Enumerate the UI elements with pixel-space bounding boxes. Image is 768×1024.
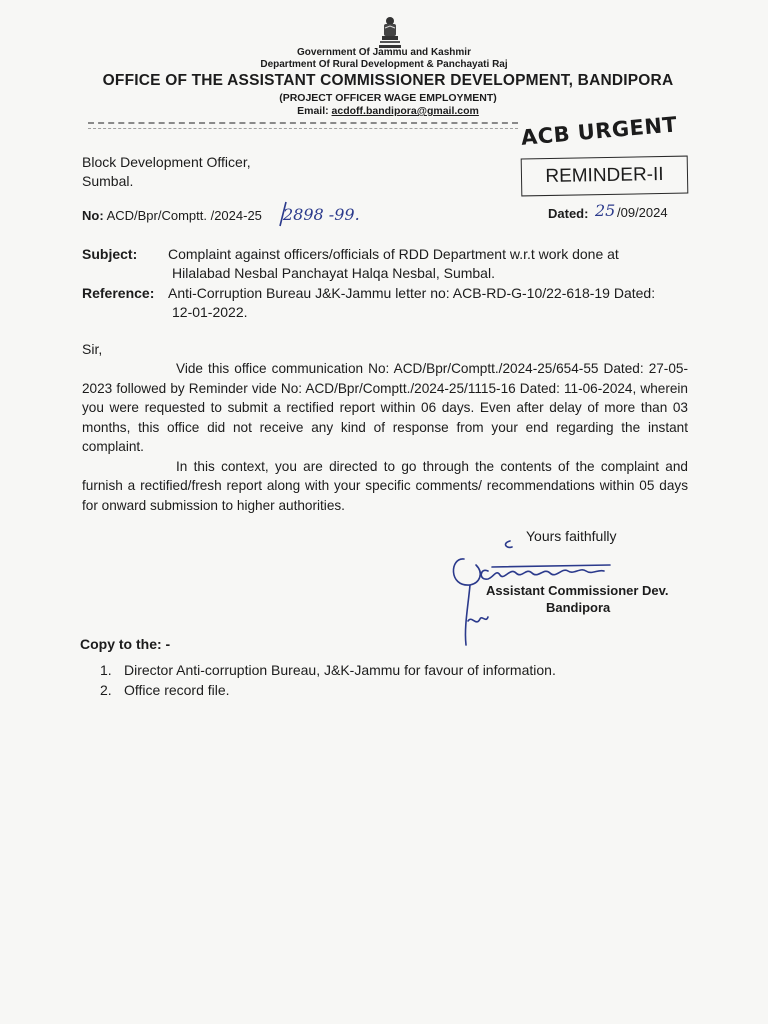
date-label: Dated:: [548, 206, 589, 221]
list-item-number: 1.: [100, 662, 112, 678]
header-divider-secondary: [88, 128, 518, 129]
list-item-text: Office record file.: [124, 682, 230, 698]
subject-line-1: Complaint against officers/officials of RDD Department w.r.t work done at: [168, 246, 619, 262]
closing-yours-faithfully: Yours faithfully: [526, 528, 617, 544]
reference-line-2: 12-01-2022.: [172, 304, 248, 320]
date-printed: /09/2024: [617, 205, 668, 220]
list-item: [100, 680, 556, 700]
closing-designation: Assistant Commissioner Dev.: [486, 583, 669, 598]
addressee-line-1: Block Development Officer,: [82, 154, 251, 170]
date-handwritten-day: 25: [595, 201, 616, 220]
email-label: Email:: [297, 105, 332, 117]
list-item-text: Director Anti-corruption Bureau, J&K-Jammu for favour of information.: [124, 662, 556, 678]
header-project: (PROJECT OFFICER WAGE EMPLOYMENT): [279, 92, 497, 104]
list-item: [100, 660, 556, 680]
closing-location: Bandipora: [546, 600, 611, 615]
body-paragraph-1: Vide this office communication No: ACD/Bpr/Comptt./2024-25/654-55 Dated: 27-05-2023 followed by Reminder vide No: ACD/Bpr/Comptt./2024-25/1115-16 Dated: 11-06-2024, wherein you were requested to submit a rectified report within 06 days. Even after delay of more than 03 months, this office did not receive any kind of response from your end regarding the instant complaint.: [82, 361, 688, 454]
reference-number-handwritten: 2898 -99.: [283, 205, 360, 224]
body-paragraph-2: In this context, you are directed to go through the contents of the complaint and furnish a rectified/fresh report along with your specific comments/ recommendations within 05 days for onward submission to higher authorities.: [82, 458, 688, 513]
header-department: Department Of Rural Development & Panchayati Raj: [260, 59, 508, 70]
header-divider: [88, 122, 518, 124]
subject-line-2: Hilalabad Nesbal Panchayat Halqa Nesbal, Sumbal.: [172, 265, 495, 281]
reference-label: Reference:: [82, 285, 155, 301]
reference-line-1: Anti-Corruption Bureau J&K-Jammu letter no: ACB-RD-G-10/22-618-19 Dated:: [168, 285, 656, 301]
email-link[interactable]: acdoff.bandipora@gmail.com: [331, 105, 479, 117]
reference-number-printed: ACD/Bpr/Comptt. /2024-25: [103, 208, 262, 223]
salutation: Sir,: [82, 341, 103, 357]
state-emblem-icon: [376, 14, 404, 50]
copy-to-label: Copy to the: -: [80, 636, 171, 652]
addressee-line-2: Sumbal.: [82, 173, 134, 189]
subject-label: Subject:: [82, 246, 138, 262]
header-government: Government Of Jammu and Kashmir: [297, 47, 471, 58]
list-item-number: 2.: [100, 682, 112, 698]
reminder-stamp: REMINDER-II: [521, 156, 689, 197]
copy-to-list: [100, 660, 556, 700]
reference-number-label: No:: [82, 208, 104, 223]
letter-body: [82, 359, 688, 515]
reference-number: [82, 208, 262, 223]
header-office-title: OFFICE OF THE ASSISTANT COMMISSIONER DEVELOPMENT, BANDIPORA: [102, 72, 674, 89]
acb-urgent-stamp: ACB URGENT: [520, 112, 679, 150]
